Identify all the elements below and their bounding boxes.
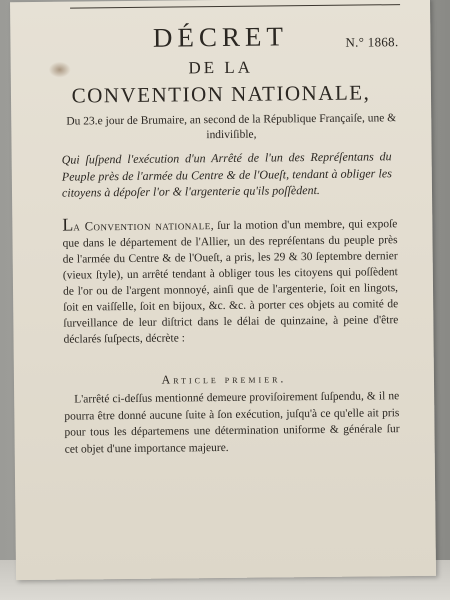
body-text: , ſur la motion d'un membre, qui expoſe que dans le département de l'Allier, un des repréſentans du peuple près de l'armée du Centre & de l'Oueſt, a pris, les 29 & 30 ſeptembre dernier (vieux ſtyle), un arrêté tendant à obliger tous les citoyens qui poſſèdent de l'or ou de l'argent monnoyé, ainſi que de l'argenterie, ſoit en lingots, ſoit en vaiſſelle, ſoit en bijoux, &c. &c. à porter ces objets au comité de ſurveillance de leur diſtrict dans le délai de quinzaine, à peine d'être déclarés ſuſpects, décrète : xyxy=(62,218,399,346)
date-line: Du 23.e jour de Brumaire, an second de la République Françaiſe, une & indiviſible, xyxy=(66,112,397,142)
article-text: L'arrêté ci-deſſus mentionné demeure proviſoirement ſuſpendu, & il ne pourra être donné aucune ſuite à ſon exécution, juſqu'à ce qu'elle ait pris pour tous les départemens une détermination uniforme & générale ſur cet objet d'une importance majeure. xyxy=(64,390,400,456)
decree-page xyxy=(10,0,436,580)
decree-body xyxy=(62,213,398,348)
decree-summary: Qui ſuſpend l'exécution d'un Arrêté de l'un des Repréſentans du Peuple près de l'armée du Centre & de l'Oueſt, tendant à obliger les citoyens à dépoſer l'or & l'argenterie qu'ils poſſèdent. xyxy=(61,149,392,200)
article-heading: Article premier. xyxy=(161,371,287,387)
page-subtitle: DE LA xyxy=(188,57,254,78)
page-title: DÉCRET xyxy=(152,21,289,53)
body-lead: a Convention nationale xyxy=(73,218,211,234)
top-rule xyxy=(70,4,400,8)
drop-cap: L xyxy=(62,214,74,235)
decree-number: N.° 1868. xyxy=(345,34,399,50)
page-subtitle-convention: CONVENTION NATIONALE, xyxy=(71,80,371,108)
